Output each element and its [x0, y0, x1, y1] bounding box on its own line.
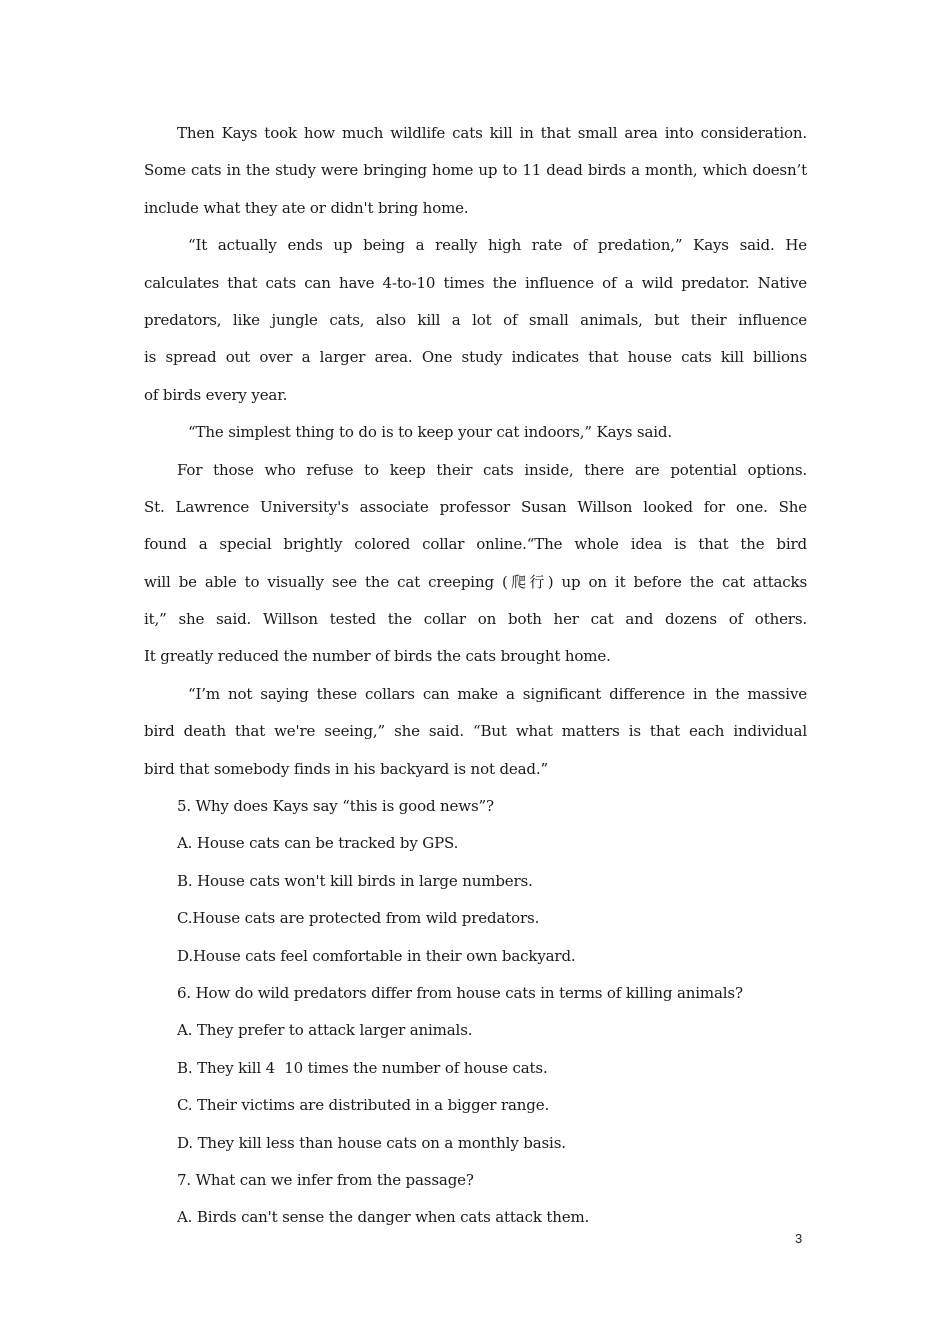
text-line: predators, like jungle cats, also kill a lot of small animals, but their influence [144, 310, 807, 329]
document-page [144, 115, 807, 1237]
text-line: Some cats in the study were bringing home up to 11 dead birds a month, which doesn’t [144, 161, 807, 180]
answer-option: D. They kill less than house cats on a monthly basis. [177, 1133, 566, 1152]
answer-option: A. Birds can't sense the danger when cats attack them. [177, 1208, 590, 1227]
text-line: Then Kays took how much wildlife cats kill in that small area into consideration. [177, 124, 807, 142]
question-stem: 5. Why does Kays say “this is good news”? [177, 797, 494, 816]
answer-option: C. Their victims are distributed in a bigger range. [177, 1096, 550, 1115]
text-line: “It actually ends up being a really high rate of predation,” Kays said. He [188, 236, 807, 255]
answer-option: B. They kill 4 10 times the number of house cats. [177, 1058, 548, 1077]
text-line: It greatly reduced the number of birds the cats brought home. [144, 647, 611, 666]
answer-option: A. They prefer to attack larger animals. [177, 1021, 473, 1040]
text-line: include what they ate or didn't bring home. [144, 198, 469, 217]
text-line: of birds every year. [144, 385, 288, 404]
text-line: “The simplest thing to do is to keep your cat indoors,” Kays said. [188, 423, 672, 442]
answer-option: A. House cats can be tracked by GPS. [177, 834, 459, 853]
answer-option: D.House cats feel comfortable in their own backyard. [177, 946, 576, 965]
question-stem: 6. How do wild predators differ from house cats in terms of killing animals? [177, 983, 743, 1002]
text-line: will be able to visually see the cat creeping (爬行) up on it before the cat attacks [144, 572, 807, 591]
text-line: is spread out over a larger area. One study indicates that house cats kill billions [144, 348, 807, 367]
text-line: “I’m not saying these collars can make a significant difference in the massive [188, 684, 807, 703]
text-line: bird death that we're seeing,” she said. “But what matters is that each individual [144, 722, 807, 741]
answer-option: C.House cats are protected from wild predators. [177, 909, 540, 928]
question-5 [144, 788, 807, 975]
paragraph-5 [144, 676, 807, 788]
page-number: 3 [795, 1231, 803, 1246]
paragraph-4 [144, 452, 807, 676]
paragraph-1 [144, 115, 807, 227]
text-line: bird that somebody finds in his backyard is not dead.” [144, 759, 549, 778]
question-6 [144, 975, 807, 1162]
text-line: St. Lawrence University's associate professor Susan Willson looked for one. She [144, 497, 807, 516]
question-stem: 7. What can we infer from the passage? [177, 1170, 474, 1189]
text-line: calculates that cats can have 4-to-10 times the influence of a wild predator. Native [144, 273, 807, 292]
question-7 [144, 1162, 807, 1237]
text-line: found a special brightly colored collar online.“The whole idea is that the bird [144, 535, 807, 554]
text-line: For those who refuse to keep their cats inside, there are potential options. [177, 460, 807, 479]
text-line: it,” she said. Willson tested the collar on both her cat and dozens of others. [144, 610, 807, 629]
paragraph-3 [144, 414, 807, 451]
paragraph-2 [144, 227, 807, 414]
answer-option: B. House cats won't kill birds in large numbers. [177, 871, 533, 890]
